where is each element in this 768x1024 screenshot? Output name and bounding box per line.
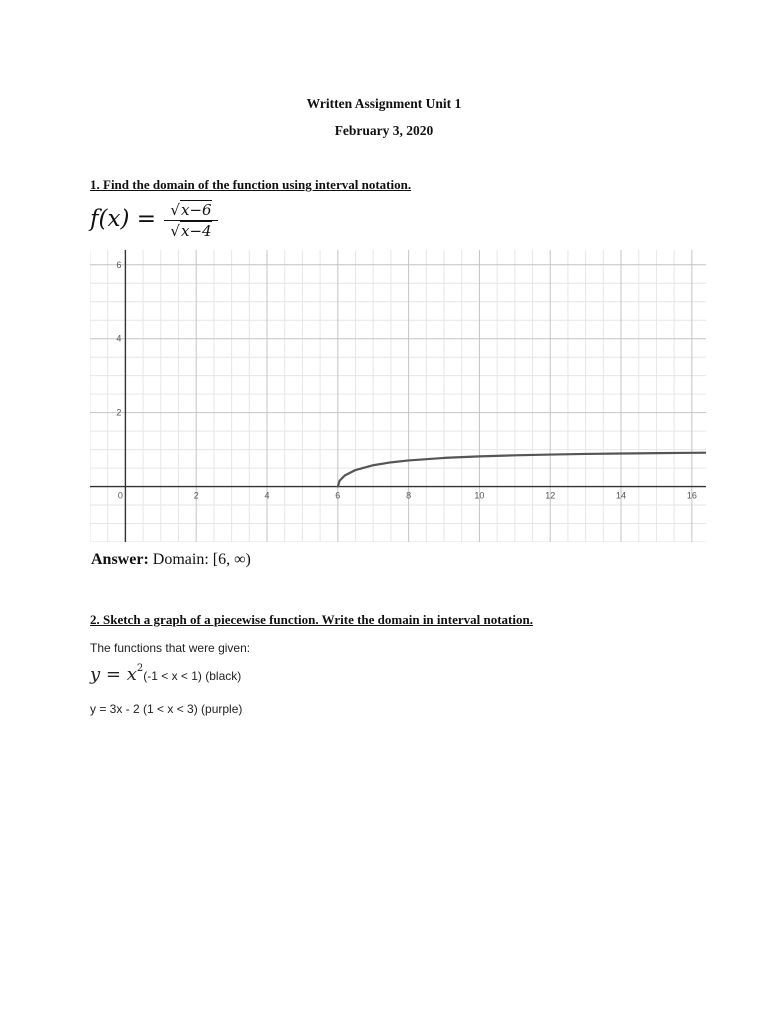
graph-axes <box>90 250 706 542</box>
x-tick-label: 8 <box>406 490 412 501</box>
tick-labels <box>116 260 696 501</box>
x-tick-label: 4 <box>264 490 270 501</box>
function-curve <box>338 453 706 487</box>
formula-lhs: f(x) = <box>90 206 157 232</box>
function-1-base: y = x <box>90 664 137 685</box>
y-tick-label: 2 <box>116 407 122 418</box>
answer-1 <box>91 551 251 569</box>
numerator-radical: √ <box>170 201 180 219</box>
grid-major-lines <box>90 250 706 542</box>
y-tick-label: 4 <box>116 333 122 344</box>
question-1-heading: 1. Find the domain of the function using interval notation. <box>90 177 412 192</box>
piecewise-function-2: y = 3x - 2 (1 < x < 3) (purple) <box>90 702 243 716</box>
piecewise-function-1 <box>90 664 241 685</box>
x-tick-label: 14 <box>616 490 627 501</box>
formula-fraction <box>164 200 218 241</box>
x-tick-label: 6 <box>335 490 341 501</box>
x-tick-label: 12 <box>545 490 556 501</box>
given-functions-intro: The functions that were given: <box>90 641 251 655</box>
x-tick-label: 2 <box>193 490 199 501</box>
x-tick-label: 10 <box>474 490 485 501</box>
x-tick-label: 0 <box>117 490 123 501</box>
x-tick-label: 16 <box>686 490 697 501</box>
formula-denominator <box>164 221 218 241</box>
function-1-condition: (-1 < x < 1) (black) <box>143 669 242 683</box>
numerator-radicand: x−6 <box>180 201 212 219</box>
denominator-radicand: x−4 <box>180 222 212 240</box>
document-date: February 3, 2020 <box>334 123 434 138</box>
function-1-expression <box>90 664 143 685</box>
function-graph <box>90 250 706 542</box>
formula-numerator <box>164 200 218 221</box>
question-2-heading: 2. Sketch a graph of a piecewise function. Write the domain in interval notation. <box>90 612 533 627</box>
denominator-radical: √ <box>170 222 180 240</box>
series-lines <box>338 453 706 487</box>
function-1-exponent: 2 <box>136 663 144 674</box>
answer-domain: Domain: [6, ∞) <box>152 551 251 568</box>
y-tick-label: 6 <box>116 259 122 270</box>
grid-minor-lines <box>90 250 706 542</box>
document-title: Written Assignment Unit 1 <box>306 96 462 111</box>
answer-label: Answer: <box>91 551 149 568</box>
